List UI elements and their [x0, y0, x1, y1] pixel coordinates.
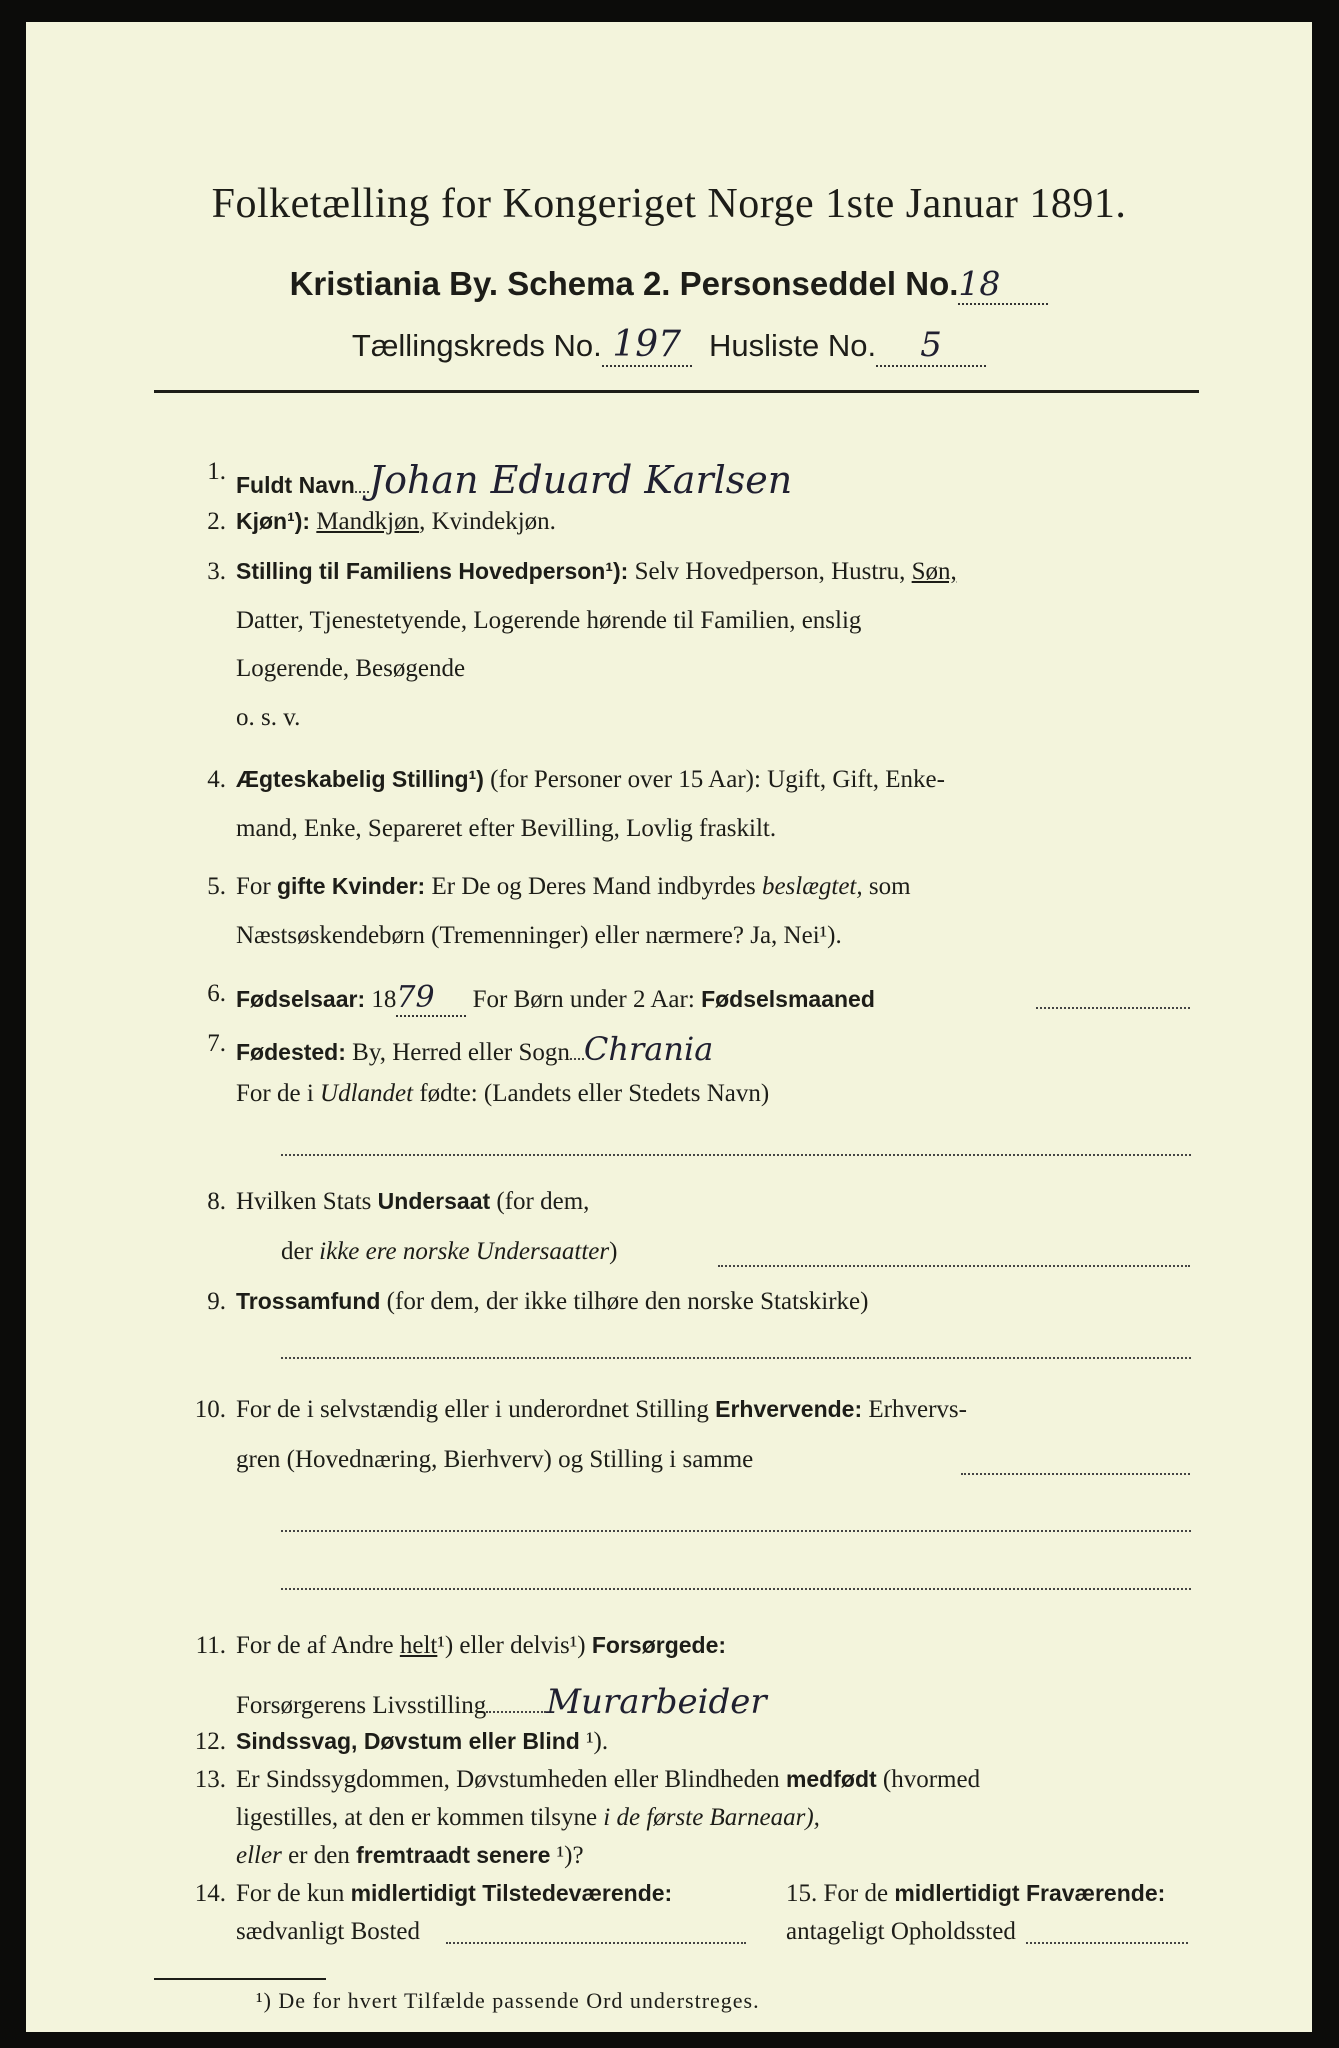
full-name-value: Johan Eduard Karlsen [368, 458, 793, 502]
item-text: Datter, Tjenestetyende, Logerende hørende til Familien, enslig [236, 607, 862, 634]
item-text: Er Sindssygdommen, Døvstumheden eller Blindheden [236, 1766, 786, 1793]
item-text: 18 [365, 986, 397, 1013]
item-number: 2. [207, 508, 226, 535]
item-text: Logerende, Besøgende [236, 655, 466, 682]
item-text: antageligt Opholdssted [786, 1918, 1016, 1945]
item-label: Trossamfund [236, 1288, 381, 1314]
item-number: 3. [207, 558, 226, 585]
item-label: Stilling til Familiens Hovedperson¹): [236, 558, 629, 584]
item-label: medfødt [785, 1766, 877, 1792]
selected-option: Mandkjøn [316, 508, 420, 535]
item-text: Forsørgerens Livsstilling [236, 1692, 487, 1719]
item-text: (for dem, der ikke tilhøre den norske Statskirke) [380, 1288, 869, 1315]
form-title: Folketælling for Kongeriget Norge 1ste Januar 1891. [211, 181, 1127, 227]
dotted-fill-line [718, 1265, 1190, 1267]
dotted-fill-line [1026, 1942, 1188, 1944]
item-text: Hvilken Stats [236, 1188, 378, 1215]
dotted-fill-line [961, 1473, 1190, 1475]
item-number: 6. [207, 980, 226, 1007]
item-text: , Kvindekjøn. [419, 508, 556, 535]
personseddel-no: 18 [958, 264, 1048, 305]
item-text: ligestilles, at den er kommen tilsyne [236, 1804, 604, 1831]
item-text: Erhvervs- [862, 1396, 967, 1423]
item-13-line-2 [236, 1804, 820, 1832]
husliste-no: 5 [876, 325, 986, 367]
item-text: ¹). [579, 1728, 609, 1755]
item-label: gifte Kvinder: [276, 873, 426, 899]
item-label: Fødselsmaaned [701, 986, 875, 1012]
item-text: ) [609, 1238, 618, 1265]
item-text: For de [823, 1880, 895, 1907]
item-15 [786, 1880, 1165, 1908]
item-number: 8. [207, 1188, 226, 1215]
item-label: midlertidigt Tilstedeværende: [350, 1880, 673, 1906]
birthplace-value: Chrania [583, 1030, 714, 1068]
item-text: eller [236, 1842, 282, 1869]
item-13-line-3 [236, 1842, 584, 1870]
item-text: For de i selvstændig eller i underordnet Stilling [236, 1396, 716, 1423]
item-14-line-2 [236, 1918, 420, 1946]
item-11-line-2 [236, 1682, 767, 1722]
item-label: Ægteskabelig Stilling¹) [236, 766, 484, 792]
item-number: 15. [786, 1880, 818, 1907]
item-label: Fødested: [236, 1039, 346, 1065]
item-text: beslægtet, [761, 873, 863, 900]
item-text: der [281, 1238, 320, 1265]
item-label: midlertidigt Fraværende: [894, 1880, 1166, 1906]
item-text: For de kun [236, 1880, 351, 1907]
form-subtitle-2 [26, 324, 1312, 367]
dotted-fill-line [281, 1357, 1191, 1359]
dotted-fill-line [446, 1942, 746, 1944]
item-text: For Børn under 2 Aar: [466, 986, 702, 1013]
taellingskreds-label: Tællingskreds No. [351, 328, 602, 363]
item-text: o. s. v. [236, 704, 301, 731]
item-text: (hvormed [876, 1766, 981, 1793]
item-number: 1. [207, 458, 226, 485]
item-text: sædvanligt Bosted [236, 1918, 421, 1945]
item-text: Er De og Deres Mand indbyrdes [425, 873, 762, 900]
item-label: fremtraadt senere [356, 1842, 551, 1868]
item-text: Udlandet [320, 1080, 414, 1107]
item-text: ¹)? [550, 1842, 584, 1869]
item-number: 14. [194, 1880, 226, 1907]
form-subtitle [26, 264, 1312, 305]
selected-option: helt [399, 1632, 438, 1659]
item-7-line-2 [236, 1080, 769, 1108]
item-text: er den [281, 1842, 357, 1869]
item-label: Sindssvag, Døvstum eller Blind [236, 1728, 580, 1754]
census-form [26, 22, 1312, 2032]
item-number: 4. [207, 766, 226, 793]
item-text: ¹) eller delvis¹) [437, 1632, 592, 1659]
dotted-fill-line [1036, 1007, 1190, 1009]
item-number: 13. [194, 1766, 226, 1793]
birth-year-value: 79 [396, 980, 466, 1017]
item-text: Næstsøskendebørn (Tremenninger) eller nærmere? Ja, Nei¹). [236, 922, 842, 949]
item-text: For [236, 873, 277, 900]
item-text: som [862, 873, 911, 900]
selected-option: Søn, [911, 558, 957, 585]
personseddel-label: Kristiania By. Schema 2. Personseddel No. [289, 265, 959, 302]
item-label: Erhvervende: [715, 1396, 863, 1422]
item-text: fødte: (Landets eller Stedets Navn) [413, 1080, 770, 1107]
item-text: (for dem, [490, 1188, 590, 1215]
item-label: Forsørgede: [591, 1632, 727, 1658]
taellingskreds-no: 197 [602, 324, 692, 367]
item-label: Kjøn¹): [236, 508, 311, 534]
item-text: By, Herred eller Sogn [345, 1039, 570, 1066]
item-number: 10. [194, 1396, 226, 1423]
footnote: ¹) De for hvert Tilfælde passende Ord understreges. [256, 1988, 760, 2013]
item-number: 11. [195, 1632, 226, 1659]
item-text: mand, Enke, Separeret efter Bevilling, Lovlig fraskilt. [236, 815, 777, 842]
footnote-rule [154, 1978, 326, 1980]
item-text: gren (Hovednæring, Bierhverv) og Stilling i samme [236, 1446, 754, 1473]
item-15-line-2 [786, 1918, 1016, 1946]
dotted-fill-line [281, 1588, 1191, 1590]
item-8-line-2 [281, 1238, 617, 1266]
item-label: Undersaat [377, 1188, 491, 1214]
husliste-label: Husliste No. [708, 328, 877, 363]
item-text: (for Personer over 15 Aar): Ugift, Gift, Enke- [483, 766, 945, 793]
item-text: For de i [236, 1080, 321, 1107]
dotted-fill-line [281, 1154, 1191, 1156]
item-text: ikke ere norske Undersaatter [319, 1238, 610, 1265]
item-label: Fødselsaar: [236, 986, 366, 1012]
header-rule [154, 390, 1199, 393]
item-number: 7. [207, 1030, 226, 1057]
item-number: 5. [207, 873, 226, 900]
item-text: Selv Hovedperson, Hustru, [628, 558, 912, 585]
item-text: i de første Barneaar), [603, 1804, 820, 1831]
provider-occupation-value: Murarbeider [546, 1682, 767, 1722]
item-label: Fuldt Navn [236, 472, 355, 498]
dotted-fill-line [281, 1530, 1191, 1532]
item-number: 12. [194, 1728, 226, 1755]
item-text: For de af Andre [236, 1632, 400, 1659]
item-number: 9. [207, 1288, 226, 1315]
